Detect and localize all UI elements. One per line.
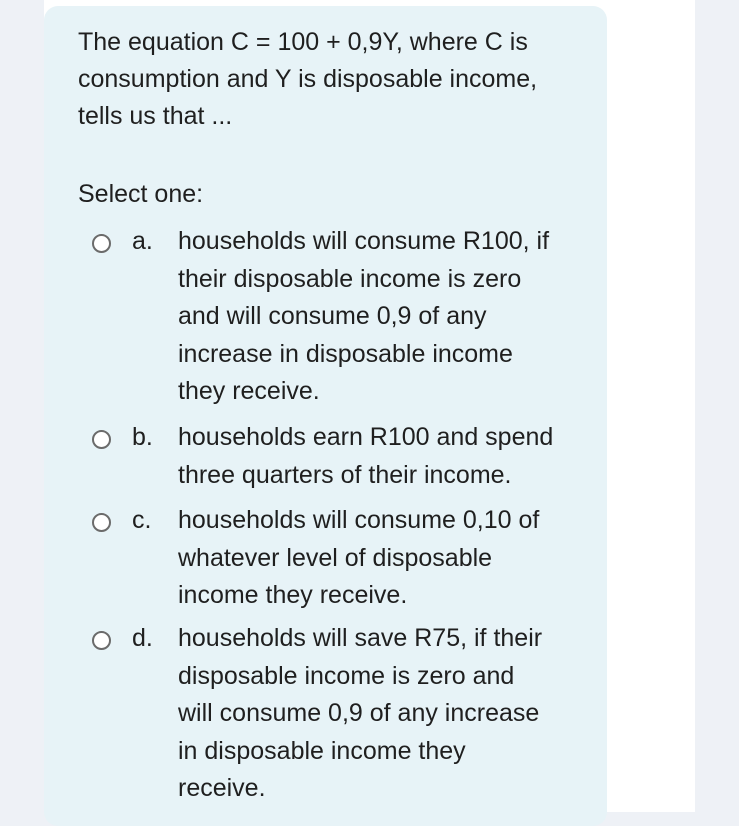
option-line: will consume 0,9 of any increase xyxy=(178,699,540,727)
option-line: and will consume 0,9 of any xyxy=(178,302,487,330)
question-line: consumption and Y is disposable income, xyxy=(78,65,538,93)
radio-button-b[interactable] xyxy=(92,430,111,449)
option-line: income they receive. xyxy=(178,581,408,609)
radio-button-a[interactable] xyxy=(92,234,111,253)
option-line: disposable income is zero and xyxy=(178,661,515,690)
question-line: The equation C = 100 + 0,9Y, where C is xyxy=(78,28,528,56)
option-text-b xyxy=(178,419,578,494)
option-line: they receive. xyxy=(178,377,320,405)
option-text-a xyxy=(178,223,578,411)
option-line: households will save R75, if their xyxy=(178,624,543,652)
radio-button-d[interactable] xyxy=(92,631,111,650)
option-line: in disposable income they xyxy=(178,736,466,765)
option-text-c xyxy=(178,502,578,615)
question-line: tells us that ... xyxy=(78,102,233,130)
option-line: their disposable income is zero xyxy=(178,264,522,293)
option-line: three quarters of their income. xyxy=(178,460,512,489)
question-text xyxy=(78,24,578,135)
option-line: households will consume 0,10 of xyxy=(178,506,540,534)
option-letter-a: a. xyxy=(132,227,153,255)
radio-button-c[interactable] xyxy=(92,513,111,532)
option-letter-c: c. xyxy=(132,506,152,534)
option-line: households will consume R100, if xyxy=(178,227,550,255)
option-letter-d: d. xyxy=(132,624,153,652)
option-text-d xyxy=(178,620,578,808)
option-line: receive. xyxy=(178,774,266,802)
option-line: increase in disposable income xyxy=(178,339,513,368)
select-one-label: Select one: xyxy=(78,180,204,208)
option-letter-b: b. xyxy=(132,423,153,451)
option-line: households earn R100 and spend xyxy=(178,423,554,451)
option-line: whatever level of disposable xyxy=(178,543,493,572)
